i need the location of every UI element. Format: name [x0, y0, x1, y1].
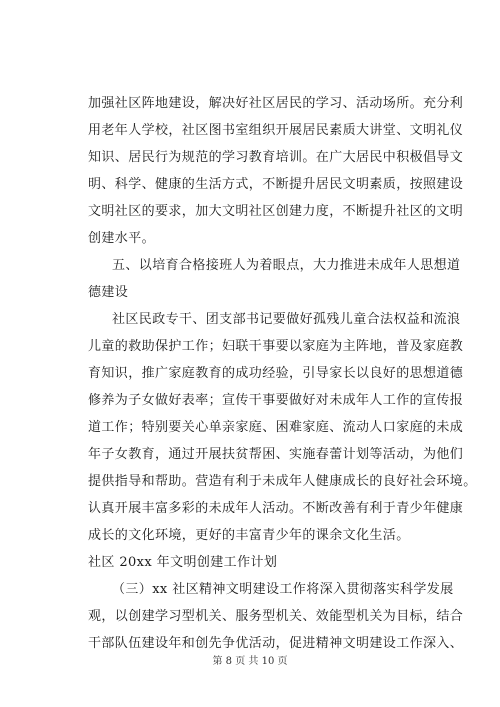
text-line: 年子女教育，通过开展扶贫帮困、实施春蕾计划等活动，为他们 — [88, 447, 464, 462]
text-line: 育知识，推广家庭教育的成功经验，引导家长以良好的思想道德 — [88, 366, 464, 381]
text-line: 成长的文化环境，更好的丰富青少年的课余文化生活。 — [88, 528, 410, 543]
text-line: 明、科学、健康的生活方式，不断提升居民文明素质，按照建设 — [88, 177, 464, 192]
text-line: 用老年人学校，社区图书室组织开展居民素质大讲堂、文明礼仪 — [88, 123, 464, 138]
page-number-footer: 第 8 页 共 10 页 — [212, 656, 288, 667]
text-line: 提供指导和帮助。营造有利于未成年人健康成长的良好社会环境。 — [88, 474, 477, 489]
text-line: 加强社区阵地建设，解决好社区居民的学习、活动场所。充分利 — [88, 96, 464, 111]
text-line: 创建水平。 — [88, 231, 156, 246]
text-line: 道工作；特别要关心单亲家庭、困难家庭、流动人口家庭的未成 — [88, 420, 464, 435]
subtitle-line: 社区 20xx 年文明创建工作计划 — [88, 555, 278, 570]
text-line: 观，以创建学习型机关、服务型机关、效能型机关为目标，结合 — [88, 609, 464, 624]
text-line: 文明社区的要求，加大文明社区创建力度，不断提升社区的文明 — [88, 204, 464, 219]
text-line: 社区民政专干、团支部书记要做好孤残儿童合法权益和流浪 — [112, 312, 461, 327]
text-line: 认真开展丰富多彩的未成年人活动。不断改善有利于青少年健康 — [88, 501, 464, 516]
text-line: 修养为子女做好表率；宣传干事要做好对未成年人工作的宣传报 — [88, 393, 464, 408]
text-line: 儿童的救助保护工作；妇联干事要以家庭为主阵地，普及家庭教 — [88, 339, 464, 354]
section-heading: 五、以培育合格接班人为着眼点，大力推进未成年人思想道 — [112, 258, 461, 273]
section-heading-continued: 德建设 — [88, 285, 129, 300]
document-body — [88, 90, 477, 657]
text-line: 知识、居民行为规范的学习教育培训。在广大居民中积极倡导文 — [88, 150, 464, 165]
text-line: （三）xx 社区精神文明建设工作将深入贯彻落实科学发展 — [112, 582, 454, 597]
text-line: 干部队伍建设年和创先争优活动，促进精神文明建设工作深入、 — [88, 636, 464, 651]
